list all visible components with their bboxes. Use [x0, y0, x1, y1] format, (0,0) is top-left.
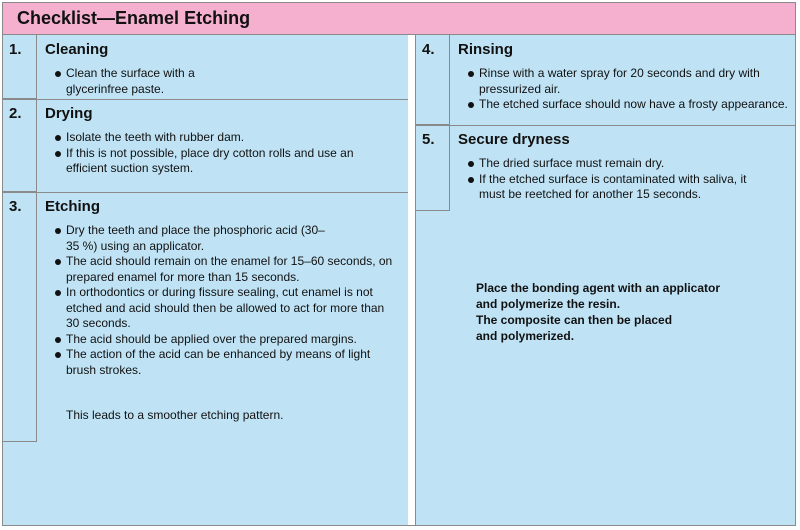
section-number-box	[3, 35, 37, 99]
final-line: Place the bonding agent with an applicator	[476, 281, 721, 295]
bullet-item: The action of the acid can be enhanced by means of light brush strokes.	[55, 347, 376, 378]
bullet-item: If the etched surface is contaminated with saliva, it must be reetched for another 15 seconds.	[468, 172, 753, 203]
bullet-list	[55, 223, 395, 378]
bullet-item: Isolate the teeth with rubber dam.	[55, 130, 355, 146]
section-drying	[3, 99, 408, 192]
section-title: Rinsing	[458, 41, 513, 58]
header-bar	[3, 3, 795, 35]
page-title: Checklist—Enamel Etching	[17, 8, 251, 28]
final-line: The composite can then be placed	[476, 313, 673, 327]
bullet-item: The etched surface should now have a frosty appearance.	[468, 97, 788, 113]
section-number: 1.	[9, 41, 22, 58]
section-title: Drying	[45, 105, 93, 122]
etching-note: This leads to a smoother etching pattern.	[66, 408, 284, 422]
section-number: 2.	[9, 105, 22, 122]
bullet-list	[55, 66, 195, 97]
left-column	[3, 35, 409, 525]
bullet-item: Dry the teeth and place the phosphoric acid (30–35 %) using an applicator.	[55, 223, 326, 254]
final-instructions	[476, 280, 720, 344]
bullet-item: Clean the surface with a glycerinfree paste.	[55, 66, 195, 97]
bullet-list	[468, 156, 753, 203]
checklist-card	[2, 2, 796, 526]
section-number-box	[3, 192, 37, 442]
bullet-item: The acid should be applied over the prepared margins.	[55, 332, 395, 348]
final-line: and polymerized.	[476, 329, 575, 343]
bullet-list	[468, 66, 788, 113]
section-number: 4.	[422, 41, 435, 58]
right-column	[415, 35, 795, 525]
bullet-list	[55, 130, 355, 177]
bullet-item: The dried surface must remain dry.	[468, 156, 753, 172]
section-cleaning	[3, 35, 408, 99]
bullet-item: In orthodontics or during fissure sealing, cut enamel is not etched and acid should then be allowed to act for more than 30 seconds.	[55, 285, 395, 332]
section-title: Cleaning	[45, 41, 109, 58]
bullet-item: Rinse with a water spray for 20 seconds and dry with pressurized air.	[468, 66, 788, 97]
section-secure-dryness	[416, 125, 795, 211]
bullet-item: If this is not possible, place dry cotton rolls and use an efficient suction system.	[55, 146, 355, 177]
final-line: and polymerize the resin.	[476, 297, 621, 311]
section-title: Etching	[45, 198, 100, 215]
column-gutter	[408, 35, 415, 525]
section-number-box	[416, 35, 450, 125]
section-number-box	[3, 99, 37, 192]
bullet-item: The acid should remain on the enamel for 15–60 seconds, on prepared enamel for more than 15 seconds.	[55, 254, 395, 285]
section-number-box	[416, 125, 450, 211]
section-rinsing	[416, 35, 795, 125]
section-number: 3.	[9, 198, 22, 215]
section-title: Secure dryness	[458, 131, 570, 148]
section-number: 5.	[422, 131, 435, 148]
section-etching	[3, 192, 408, 442]
